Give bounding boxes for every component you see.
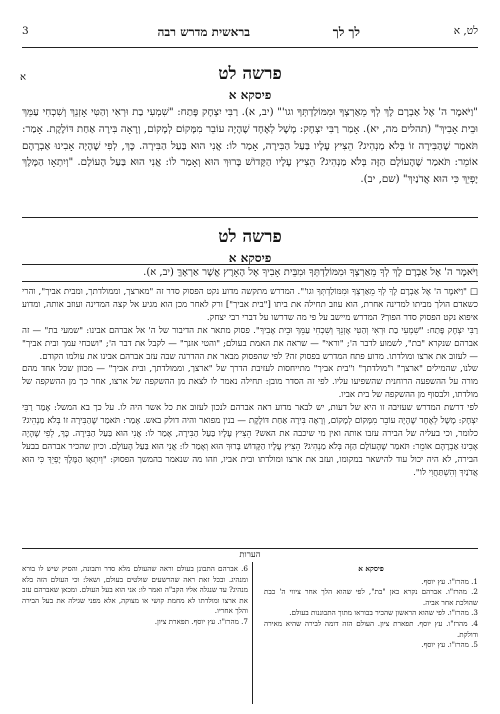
- footnote: 1. מהרז"ו. עץ יוסף.: [421, 576, 478, 586]
- commentary-paragraph-1: □ "וַיֹּאמֶר ה' אֶל אַבְרָם לֶךְ לְךָ מֵאַרְצְךָ וּמִמּוֹלַדְתְּךָ וגו'". המדרש מתקשה מדוע נקט הפסוק סדר זה "מארצך, וממולדתך, ומבית אביך", והרי כשאדם הולך מביתו למדינה אחרת, הוא עוזב תחילה את ביתו ["בית אביך"] ורק לאחר מכן הוא מגיע אל קצה המדינה ועוזב אותה, ומדוע איפוא נקט הפסוק סדר הפוך? המדרש מיישב על פי מה שדרשו על דברי רבי יצחק.: [22, 287, 478, 323]
- header-rule: [22, 47, 478, 48]
- portion-title: לך לך: [332, 25, 360, 39]
- footnotes-right: [264, 564, 478, 706]
- verse-rule-bottom: [22, 281, 478, 282]
- footnote: 3. מהרז"ו. לפי שהוא הראשון שהכיר בבוראו מתוך התבוננות בעולם.: [289, 608, 478, 618]
- upper-paragraph: "וַיֹּאמֶר ה' אֶל אַבְרָם לֶךְ לְךָ מֵאַרְצְךָ וּמִמּוֹלַדְתְּךָ וגו'" (יב, א). רַבִּי יִצְחָק פָּתַח: "שִׁמְעִי בַת וּרְאִי וְהַטִּי אָזְנֵךְ וְשִׁכְחִי עַמֵּךְ וּבֵית אָבִיךְ" (תהלים מה, יא). אָמַר רַבִּי יִצְחָק: מָשָׁל לְאֶחָד שֶׁהָיָה עוֹבֵר מִמָּקוֹם לְמָקוֹם, וְרָאָה בִּירָה אַחַת דּוֹלֶקֶת. אָמַר: תֹּאמַר שֶׁהַבִּירָה זוֹ בְּלֹא מַנְהִיג? הֵצִיץ עָלָיו בַּעַל הַבִּירָה, אָמַר לוֹ: אֲנִי הוּא בַּעַל הַבִּירָה. כָּךְ, לְפִי שֶׁהָיָה אָבִינוּ אַבְרָהָם אוֹמֵר: תֹּאמַר שֶׁהָעוֹלָם הַזֶּה בְּלֹא מַנְהִיג? הֵצִיץ עָלָיו הַקָּדוֹשׁ בָּרוּךְ הוּא וְאָמַר לוֹ: אֲנִי הוּא בַּעַל הָעוֹלָם. "וְיִתְאָו הַמֶּלֶךְ יָפְיֵךְ כִּי הוּא אֲדֹנַיִךְ" (שם, יב).: [22, 106, 478, 186]
- footnote: 2. מהרז"ו. אברהם נקרא כאן "בת", לפי שהוא הלך אחר ציווי ה' כבת שהולכת אחר אביה.: [264, 587, 478, 607]
- footnotes-left: [22, 564, 248, 706]
- lower-parsha-heading: פרשה לט: [218, 227, 282, 247]
- upper-text: [22, 104, 478, 208]
- commentary: [22, 286, 478, 540]
- footnote: 7. מהרז"ו. עץ יוסף. תפארת ציון.: [154, 616, 248, 626]
- upper-piska-heading: פיסקא א: [228, 88, 272, 102]
- side-letter: א: [20, 72, 27, 83]
- lower-piska-heading: פיסקא א: [228, 251, 272, 265]
- book-title: בראשית מדרש רבה: [157, 25, 250, 39]
- page: [22, 0, 478, 714]
- footnote: 6. אברהם התבונן בעולם וראה שהעולם מלא סדר ותבונה, והסיק שיש לו בורא ומנהיג. ובכל זאת ראה שהרשעים שולטים בעולם, ושאל: וכי העולם הזה בלא מנהיג? עד שנגלה אליו הקב"ה ואמר לו: אני הוא בעל העולם. ומכאן שאברהם עזב את ארצו ומולדתו לא מחמת קושי או מצוקה, אלא מפני שגילה את בעל הבירה והלך אחריו.: [22, 564, 248, 616]
- page-number: 3: [22, 25, 29, 37]
- footnote: 5. מהרז"ו. עץ יוסף.: [421, 640, 478, 650]
- notes-title: הערות: [239, 550, 261, 560]
- commentary-paragraph-3: שלנו, שהמילים "ארצך" ו"מולדתך" ו"בית אביך" מתייחסות לעזיבת הדרך של "ארצך, וממולדתך, ובית אביך" — מכוון שכל אחד מהם מורה על ההשפעה הרוחנית שהשפיעו עליו. לפי זה הסדר מובן: תחילה נאמר לו לצאת מן ההשקפה של ארצו, אחר כך מן ההשקפה של מולדתו, ולבסוף מן ההשקפה של בית אביו.: [22, 364, 478, 401]
- commentary-paragraph-2: רַבִּי יִצְחָק פָּתַח: "שִׁמְעִי בַת וּרְאִי וְהַטִּי אָזְנֵךְ וְשִׁכְחִי עַמֵּךְ וּבֵית אָבִיךְ". פסוק מתאר את הדיבור של ה' אל אברהם אבינו: "שמעי בת" — זה אברהם שנקרא "בת", לשמוע לדבר ה'; "וראי" — שראה את האמת בעולם; "והטי אזנך" — לקבל את דבר ה'; "ושכחי עמך ובית אביך" — לעזוב את ארצו ומולדתו. מדוע פתח המדרש בפסוק זה? לפי שהפסוק מבאר את ההדרגה שבה עזב אברהם אבינו את עולמו הקודם.: [22, 325, 478, 362]
- verse-rule-top: [22, 264, 478, 265]
- running-header: [22, 25, 478, 43]
- notes-column-divider: [252, 562, 253, 704]
- verse-line: וַיֹּאמֶר ה' אֶל אַבְרָם לֶךְ לְךָ מֵאַרְצְךָ וּמִמּוֹלַדְתְּךָ וּמִבֵּית אָבִיךָ אֶל הָאָרֶץ אֲשֶׁר אַרְאֶךָּ (יב, א).: [143, 267, 478, 278]
- upper-parsha-heading: פרשה לט: [218, 64, 282, 84]
- commentary-paragraph-4: לפי דרשת המדרש שעזיבה זו היא של דעות, יש לבאר מדוע ראה אברהם לנכון לעזוב את כל אשר היה לו. על כך בא המשל: אָמַר רַבִּי יִצְחָק: מָשָׁל לְאֶחָד שֶׁהָיָה עוֹבֵר מִמָּקוֹם לְמָקוֹם, וְרָאָה בִּירָה אַחַת דּוֹלֶקֶת — בנין מפואר והיה דולק באש. אָמַר: תֹּאמַר שֶׁהַבִּירָה זוֹ בְּלֹא מַנְהִיג? כלומר, וכי בעליה של הבירה עזבו אותה ואין מי שיכבה את האש? הֵצִיץ עָלָיו בַּעַל הַבִּירָה, אָמַר לוֹ: אֲנִי הוּא בַּעַל הַבִּירָה. כָּךְ, לְפִי שֶׁהָיָה אָבִינוּ אַבְרָהָם אוֹמֵר: תֹּאמַר שֶׁהָעוֹלָם הַזֶּה בְּלֹא מַנְהִיג? הֵצִיץ עָלָיו הַקָּדוֹשׁ בָּרוּךְ הוּא וְאָמַר לוֹ: אֲנִי הוּא בַּעַל הָעוֹלָם. וכיון שהכיר אברהם בבעל הבירה, לא היה יכול עוד להישאר במקומו, ועזב את ארצו ומולדתו ובית אביו, וזהו מה שנאמר בהמשך הפסוק: "וְיִתְאָו הַמֶּלֶךְ יָפְיֵךְ כִּי הוּא אֲדֹנַיִךְ וְהִשְׁתַּחֲוִי לוֹ".: [22, 403, 478, 478]
- chapter-reference: לט, א: [453, 25, 478, 37]
- footnotes-heading: פיסקא א: [358, 564, 384, 573]
- footnote: 4. מהרז"ו. עץ יוסף. תפארת ציון. העולם הזה דומה לבירה שהיא מאירה ודולקת.: [264, 618, 478, 639]
- section-rule: [22, 217, 478, 218]
